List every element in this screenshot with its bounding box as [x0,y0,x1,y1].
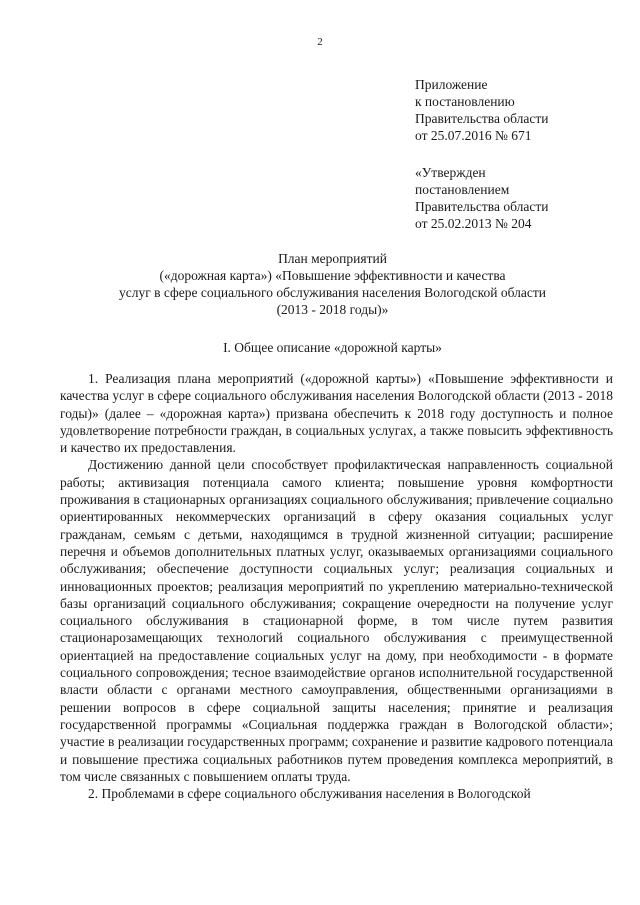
page-number: 2 [317,36,323,48]
section-heading: I. Общее описание «дорожной карты» [223,340,442,355]
document-body [60,370,613,802]
paragraph: 2. Проблемами в сфере социального обслуживания населения в Вологодской [88,786,531,802]
title-line: услуг в сфере социального обслуживания населения Вологодской области [118,285,547,300]
approved-line: «Утвержден [415,165,486,180]
appendix-line: от 25.07.2016 № 671 [415,128,532,143]
title-line: (2013 - 2018 годы)» [276,302,389,317]
appendix-line: к постановлению [415,94,515,109]
appendix-line: Приложение [415,77,488,92]
approved-line: постановлением [415,182,510,197]
approved-block [415,164,548,232]
approved-line: от 25.02.2013 № 204 [415,216,532,231]
appendix-line: Правительства области [415,111,549,126]
plan-title [90,250,575,318]
paragraph: 1. Реализация плана мероприятий («дорожной карты») «Повышение эффективности и качества услуг в сфере социального обслуживания населения Вологодской области (2013 - 2018 годы)» (далее – «дорожная карта») призвана обеспечить к 2018 году доступность и полное удовлетворение потребности граждан, в социальных услугах, а также повысить эффективность и качество их предоставления. [60,371,613,456]
appendix-block [415,76,548,144]
approved-line: Правительства области [415,199,549,214]
paragraph: Достижению данной цели способствует профилактическая направленность социальной работы; активизация потенциала самого клиента; повышение уровня комфортности проживания в стационарных организациях социального обслуживания; привлечение социально ориентированных некоммерческих организаций в сферу оказания социальных услуг гражданам, семьям с детьми, находящимся в трудной жизненной ситуации; расширение перечня и объемов дополнительных платных услуг, оказываемых организациями социального обслуживания; обеспечение доступности социальных услуг; реализация социальных и инновационных проектов; реализация мероприятий по укреплению материально-технической базы организаций социального обслуживания; сокращение очередности на получение услуг социального обслуживания в стационарной форме, в том числе путем развития стационарозамещающих технологий социального обслуживания с преимущественной ориентацией на предоставление социальных услуг на дому, при необходимости - в формате социального сопровождения; тесное взаимодействие органов исполнительной государственной власти области с органами местного самоуправления, общественными организациями в решении вопросов в сфере социальной защиты населения; принятие и реализация государственной программы «Социальная поддержка граждан в Вологодской области»; участие в реализации государственных программ; сохранение и развитие кадрового потенциала и повышение престижа социальных работников путем проведения комплекса мероприятий, в том числе связанных с повышением оплаты труда. [60,457,613,784]
title-line: («дорожная карта») «Повышение эффективности и качества [159,268,506,283]
title-line: План мероприятий [278,251,387,266]
